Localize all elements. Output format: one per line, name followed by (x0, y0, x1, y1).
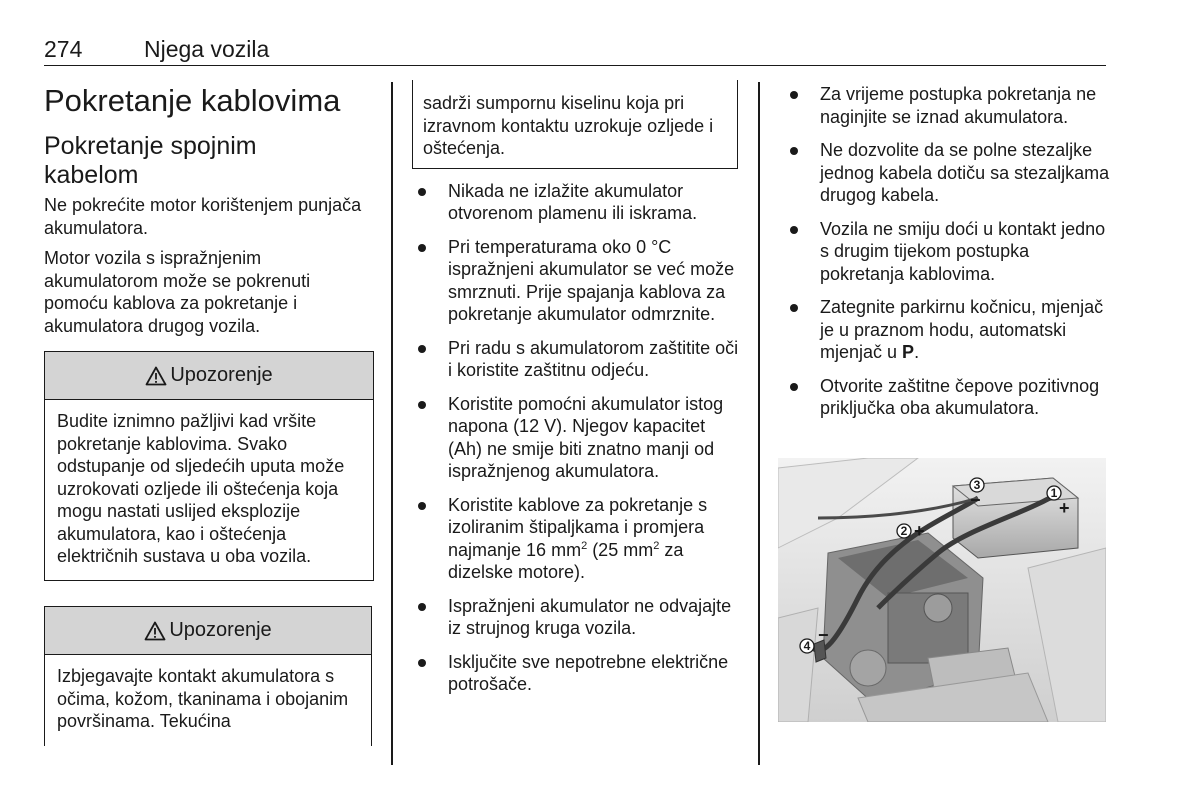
warning-text: Izbjegavajte kontakt akumulatora s očima, kožom, tkaninama i obojanim površinama. Tekućina (57, 666, 349, 731)
list-item: Ispražnjeni akumulator ne odvajajte iz strujnog kruga vozila. (412, 595, 742, 640)
list-item: Koristite kablove za pokretanje s izoliranim štipaljkama i promjera najmanje 16 $mm^2$ (25 $mm^2$ za dizelske motore). (412, 494, 742, 584)
list-item: Ne dozvolite da se polne stezaljke jednog kabela dotiču sa stezaljkama drugog kabela. (784, 139, 1110, 207)
list-item: Pri temperaturama oko 0 °C ispražnjeni akumulator se već može smrznuti. Prije spajanja kablova za pokretanje akumulator odmrznite. (412, 236, 742, 326)
svg-text:4: 4 (803, 639, 811, 653)
warning-heading: Upozorenje (169, 619, 272, 641)
column-divider-right (758, 82, 760, 765)
list-item: Koristite pomoćni akumulator istog napona (12 V). Njegov kapacitet (Ah) ne smije biti znatno manji od ispražnjenog akumulatora. (412, 393, 742, 483)
column-divider-left (391, 82, 393, 765)
warning-triangle-icon (144, 621, 166, 641)
warning-box (44, 606, 372, 746)
warning-box (44, 351, 374, 581)
warning-triangle-icon (145, 366, 167, 386)
svg-text:−: − (970, 490, 981, 510)
page-header (44, 36, 1106, 66)
column-3 (784, 80, 1110, 420)
column-1 (44, 80, 374, 581)
list-item: Isključite sve nepotrebne električne potrošače. (412, 651, 742, 696)
warning-text: Budite iznimno pažljivi kad vršite pokretanje kablovima. Svako odstupanje od sljedećih uputa može uzrokovati ozljede ili oštećenja koja mogu nastati uslijed eksplozije akumulatora, kao i oštećenja električnih sustava u oba vozila. (57, 411, 345, 566)
page-number: 274 (44, 36, 83, 62)
svg-text:+: + (914, 521, 925, 541)
warning-header (45, 607, 371, 655)
section-heading: Pokretanje spojnim kabelom (44, 132, 257, 189)
list-item: Pri radu s akumulatorom zaštitite oči i koristite zaštitnu odjeću. (412, 337, 742, 382)
bullet-list (412, 180, 742, 696)
svg-text:−: − (818, 625, 829, 645)
jump-start-illustration (778, 458, 1106, 722)
list-item: Zategnite parkirnu kočnicu, mjenjač je u praznom hodu, automatski mjenjač u P. (784, 296, 1110, 364)
paragraph: Ne pokrećite motor korištenjem punjača akumulatora. (44, 195, 362, 238)
svg-text:2: 2 (900, 524, 908, 538)
section-title: Njega vozila (144, 36, 270, 62)
list-item: Nikada ne izlažite akumulator otvorenom plamenu ili iskrama. (412, 180, 742, 225)
svg-text:1: 1 (1050, 486, 1058, 500)
svg-text:3: 3 (973, 478, 981, 492)
warning-heading: Upozorenje (170, 364, 273, 386)
warning-header (45, 352, 373, 400)
paragraph: Motor vozila s ispražnjenim akumulatorom može se pokrenuti pomoću kablova za pokretanje i akumulatora drugog vozila. (44, 248, 311, 336)
list-item: Otvorite zaštitne čepove pozitivnog priključka oba akumulatora. (784, 375, 1110, 420)
bullet-list (784, 83, 1110, 420)
svg-text:+: + (1059, 498, 1070, 518)
column-2 (412, 80, 742, 696)
warning-continuation: sadrži sumpornu kiselinu koja pri izravnom kontaktu uzrokuje ozljede i oštećenja. (412, 80, 738, 169)
list-item: Za vrijeme postupka pokretanja ne naginjite se iznad akumulatora. (784, 83, 1110, 128)
page-title: Pokretanje kablovima (44, 83, 341, 118)
list-item: Vozila ne smiju doći u kontakt jedno s drugim tijekom postupka pokretanja kablovima. (784, 218, 1110, 286)
